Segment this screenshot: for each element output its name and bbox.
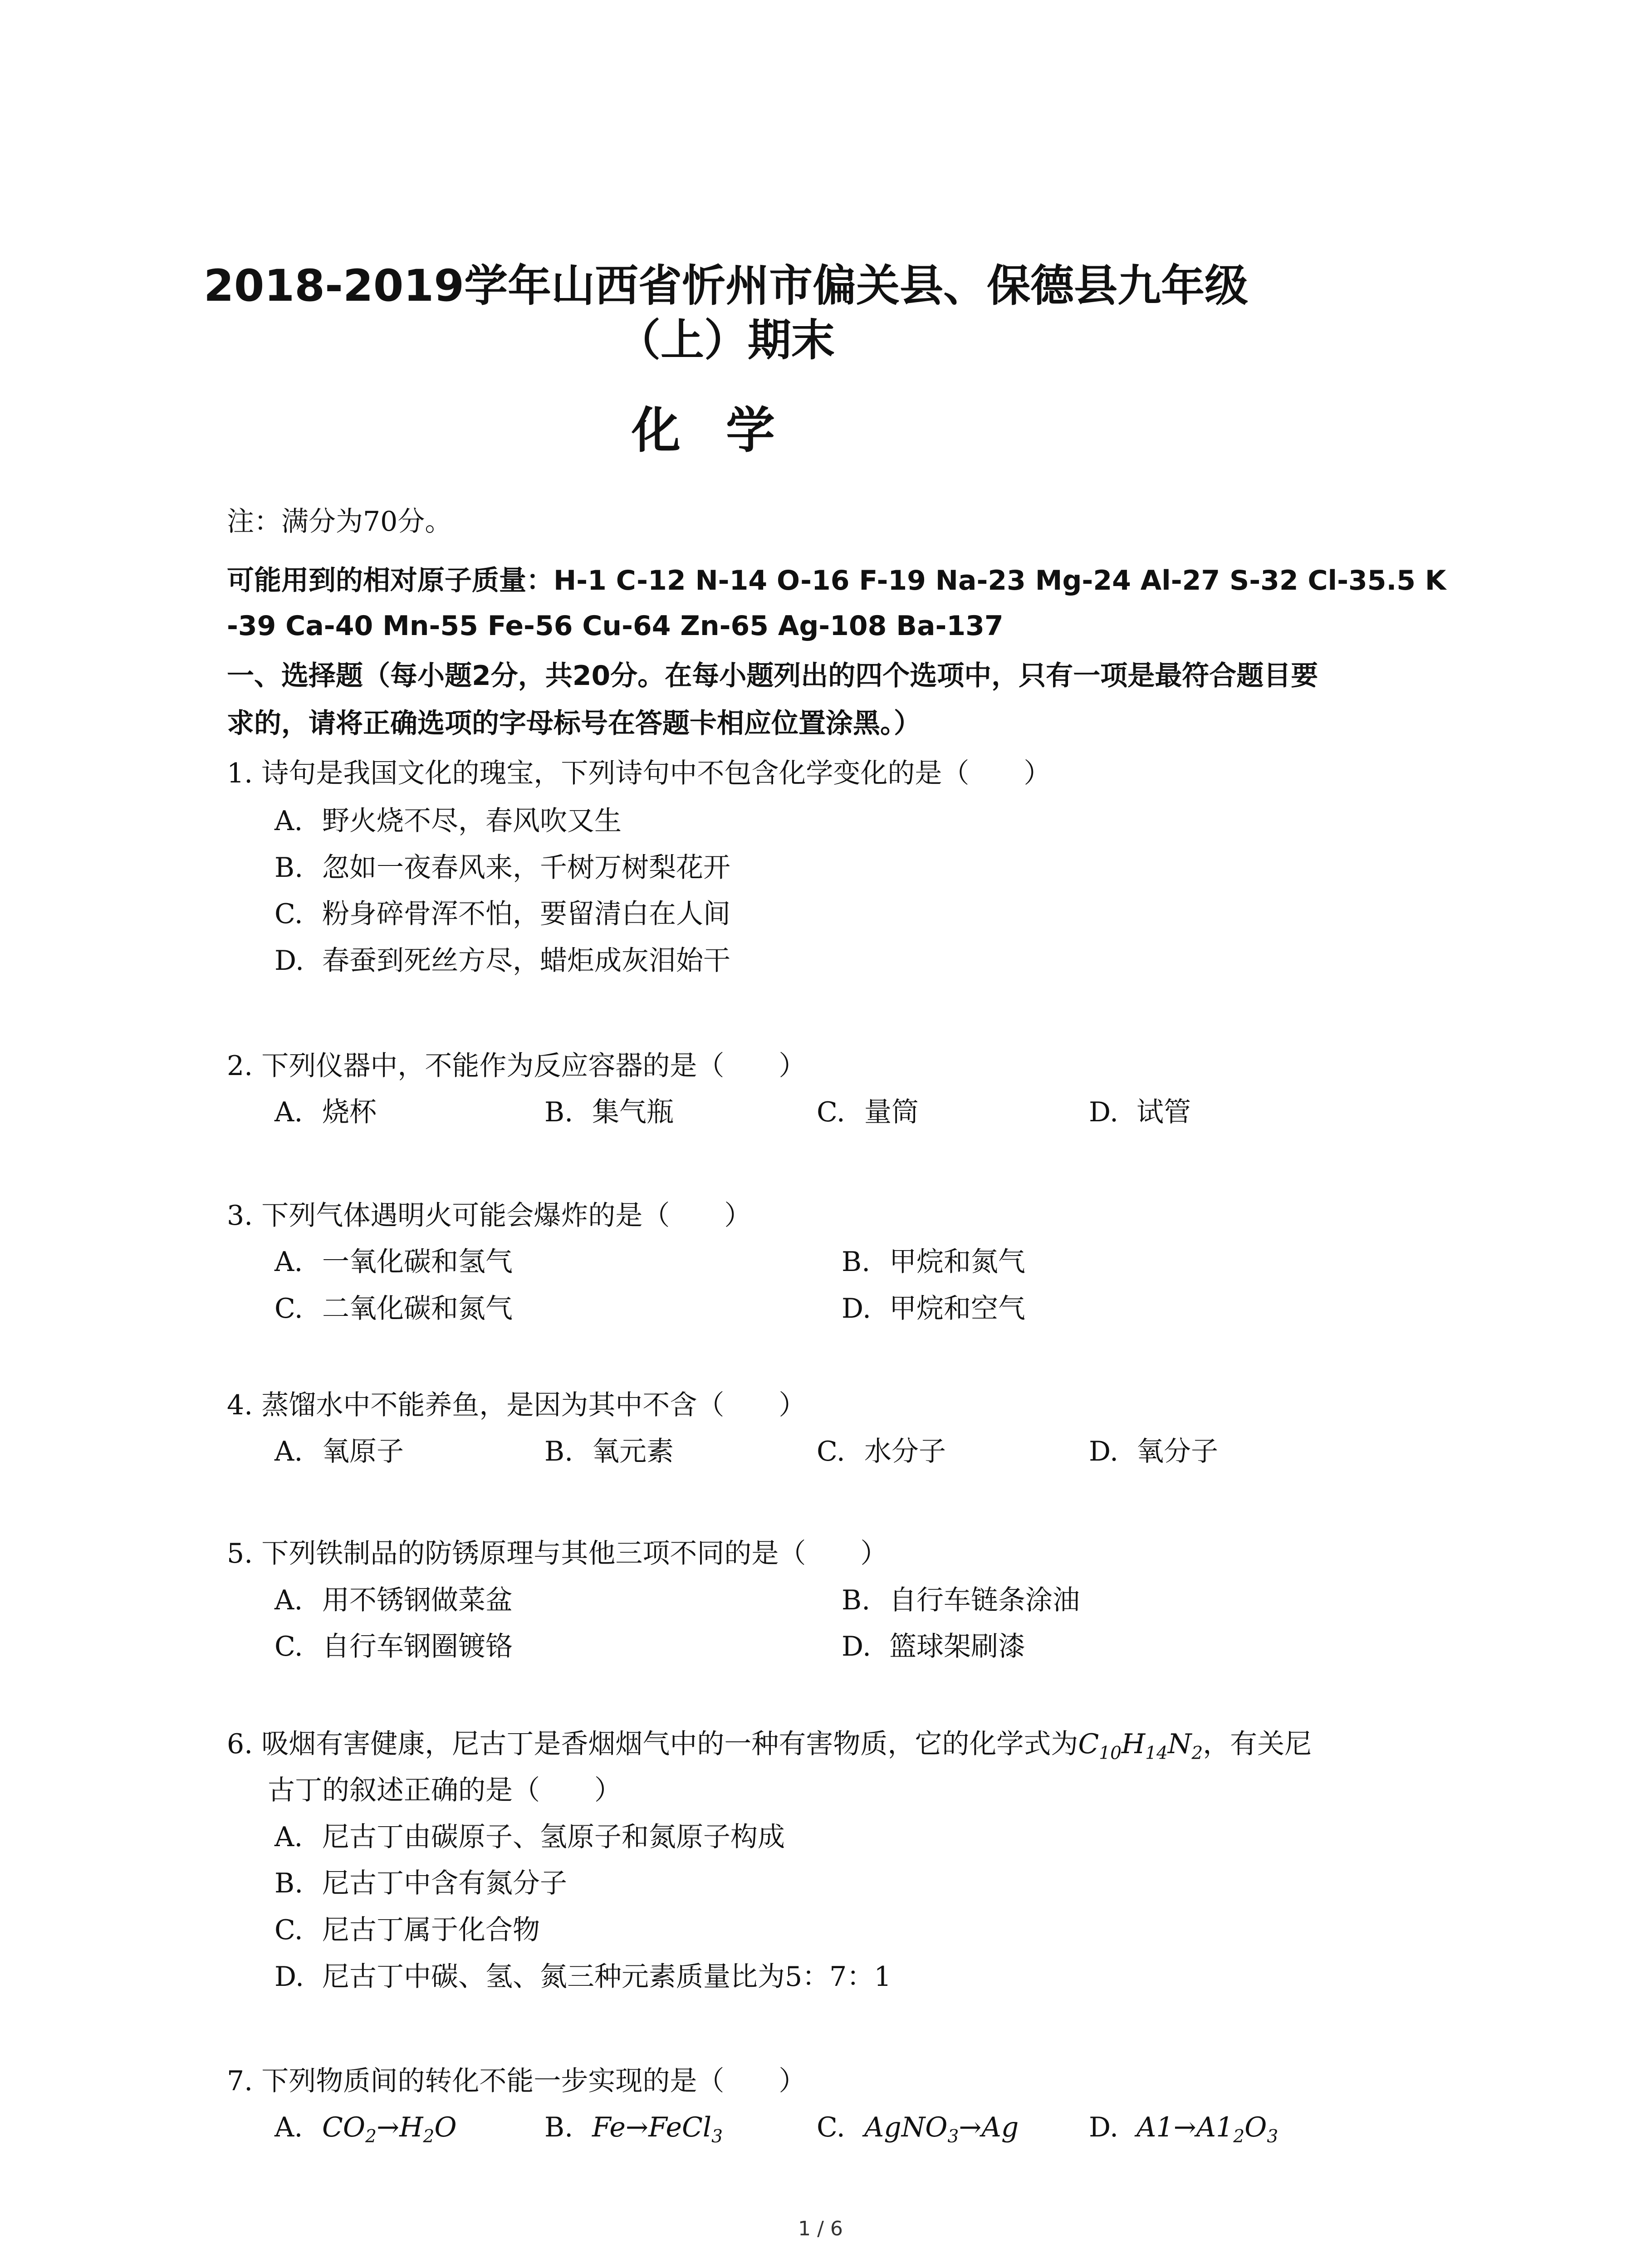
q2-option-a: A. 烧杯	[274, 1096, 377, 1128]
q4-option-c: C. 水分子	[817, 1436, 946, 1467]
exam-title-line1: 2018-2019学年山西省忻州市偏关县、保德县九年级	[203, 260, 1249, 311]
section-instructions-line2: 求的，请将正确选项的字母标号在答题卡相应位置涂黑。）	[227, 708, 921, 739]
q5-option-a: A. 用不锈钢做菜盆	[274, 1584, 513, 1616]
q3-option-c: C. 二氧化碳和氮气	[274, 1293, 513, 1325]
q2-option-d: D. 试管	[1089, 1096, 1191, 1128]
question-2-stem: 2. 下列仪器中，不能作为反应容器的是（ ）	[227, 1050, 806, 1082]
q1-option-b: B. 忽如一夜春风来，千树万树梨花开	[274, 852, 730, 884]
question-1-stem: 1. 诗句是我国文化的瑰宝，下列诗句中不包含化学变化的是（ ）	[227, 758, 1051, 789]
q1-option-c: C. 粉身碎骨浑不怕，要留清白在人间	[274, 898, 730, 930]
q2-option-c: C. 量筒	[817, 1096, 919, 1128]
exam-title-line2: （上）期末	[617, 315, 835, 366]
q5-option-b: B. 自行车链条涂油	[842, 1584, 1080, 1616]
q5-option-d: D. 篮球架刷漆	[842, 1631, 1025, 1662]
q5-option-c: C. 自行车钢圈镀铬	[274, 1631, 513, 1662]
q4-option-d: D. 氧分子	[1089, 1436, 1218, 1467]
question-6-stem-line2: 古丁的叙述正确的是（ ）	[268, 1774, 622, 1806]
page-number: 1 / 6	[798, 2217, 843, 2240]
q1-option-d: D. 春蚕到死丝方尽，蜡炬成灰泪始干	[274, 945, 730, 977]
q7-option-c: C. AgNO$_3$→Ag	[817, 2112, 1019, 2147]
subject-heading: 化学	[631, 402, 820, 459]
question-6-stem-line1: 6. 吸烟有害健康，尼古丁是香烟烟气中的一种有害物质，它的化学式为$C_{10}H_{14}N_2$，有关尼	[227, 1728, 1312, 1764]
q6-option-a: A. 尼古丁由碳原子、氢原子和氮原子构成	[274, 1821, 785, 1853]
q3-option-b: B. 甲烷和氮气	[842, 1246, 1025, 1278]
q3-option-d: D. 甲烷和空气	[842, 1293, 1025, 1325]
q6-option-d: D. 尼古丁中碳、氢、氮三种元素质量比为5：7：1	[274, 1961, 892, 1993]
q6-option-c: C. 尼古丁属于化合物	[274, 1914, 540, 1946]
q2-option-b: B. 集气瓶	[544, 1096, 674, 1128]
q7-option-a: A. $CO_2\to H_2O$	[274, 2112, 457, 2147]
question-7-stem: 7. 下列物质间的转化不能一步实现的是（ ）	[227, 2065, 806, 2097]
q7-option-b: B. Fe→FeCl$_3$	[544, 2112, 723, 2147]
q3-option-a: A. 一氧化碳和氢气	[274, 1246, 513, 1278]
question-4-stem: 4. 蒸馏水中不能养鱼，是因为其中不含（ ）	[227, 1389, 806, 1421]
atomic-mass-line2: -39 Ca-40 Mn-55 Fe-56 Cu-64 Zn-65 Ag-108 Ba-137	[227, 610, 1004, 642]
atomic-mass-line1: 可能用到的相对原子质量：H-1 C-12 N-14 O-16 F-19 Na-23 Mg-24 Al-27 S-32 Cl-35.5 K	[227, 565, 1446, 596]
question-5-stem: 5. 下列铁制品的防锈原理与其他三项不同的是（ ）	[227, 1538, 888, 1569]
section-instructions-line1: 一、选择题（每小题2分，共20分。在每小题列出的四个选项中，只有一项是最符合题目要	[227, 660, 1318, 692]
question-3-stem: 3. 下列气体遇明火可能会爆炸的是（ ）	[227, 1200, 752, 1232]
score-note: 注：满分为70分。	[227, 506, 452, 538]
q7-option-d: D. $A1\to A1_2O_3$	[1089, 2112, 1279, 2147]
nicotine-formula: $C_{10}H_{14}N_2$	[1078, 1728, 1203, 1764]
q4-option-a: A. 氧原子	[274, 1436, 404, 1467]
q6-option-b: B. 尼古丁中含有氮分子	[274, 1867, 567, 1899]
q4-option-b: B. 氧元素	[544, 1436, 674, 1467]
q1-option-a: A. 野火烧不尽，春风吹又生	[274, 805, 622, 837]
